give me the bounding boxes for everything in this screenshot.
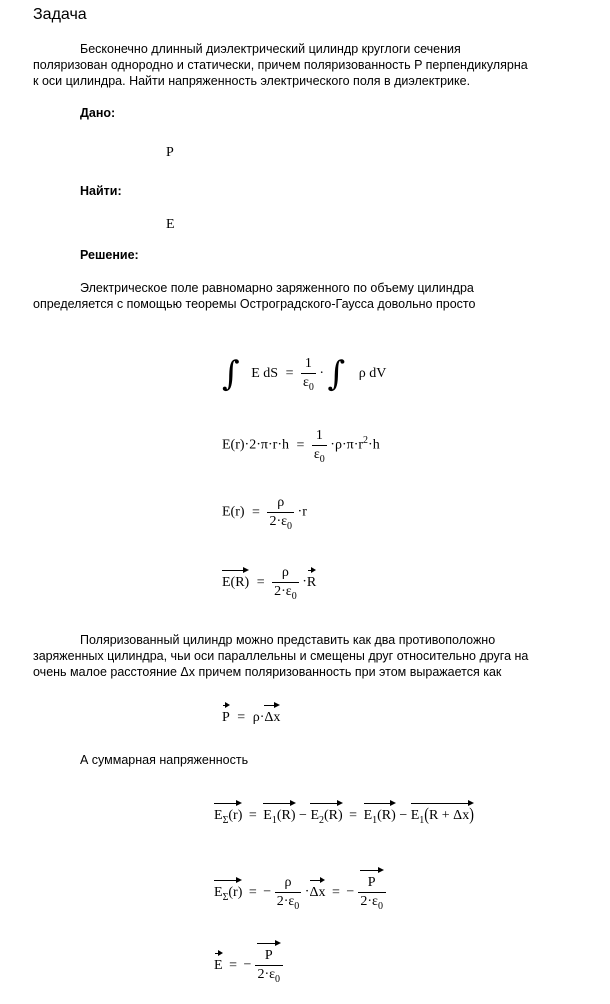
fraction-1-eps0: $\frac{1}{\varepsilon_0}$ <box>302 356 314 394</box>
text1-line-1: Электрическое поле равномарно заряженного по объему цилиндра <box>80 281 474 295</box>
formula-superposition: $E_\Sigma(r) = E_1(R) - E_2(R) = E_1(R) - E_1(R + \Delta x)$ <box>214 805 474 826</box>
find-label: Найти: <box>80 184 122 198</box>
vector-e2: $E_2(R)$ <box>310 808 343 826</box>
given-label: Дано: <box>80 106 116 120</box>
formula-flux: E(r)·2·π·r·h = $\frac{1}{\varepsilon_0}$ $\cdot\rho\cdot\pi\cdot r^2\cdot h$ <box>222 428 380 465</box>
vector-e1: $E_1(R)$ <box>263 808 296 826</box>
fraction-rho-2eps0: $\frac{\rho}{2\cdot\varepsilon_0}$ <box>269 495 293 532</box>
problem-line-3: к оси цилиндра. Найти напряженность электрического поля в диэлектрике. <box>33 74 471 88</box>
vector-e-sigma: $E_\Sigma(r)$ <box>214 884 243 903</box>
rho-dv: ρ dV <box>358 366 387 381</box>
fraction-1-eps0: $\frac{1}{\varepsilon_0}$ <box>313 428 325 465</box>
formula-final: E = − $\frac{P}{2\cdot\varepsilon_0}$ <box>214 948 283 983</box>
fraction-rho-2eps0: $\frac{\rho}{2\cdot\varepsilon_0}$ <box>274 565 297 602</box>
text2-line-3: очень малое расстояние Δx причем поляризованность при этом выражается как <box>33 665 502 679</box>
formula-vector-er: E(R) = $\frac{\rho}{2\cdot\varepsilon_0}$ ·R <box>222 565 317 602</box>
problem-line-2: поляризован однородно и статически, причем поляризованность P перпендикулярна <box>33 58 528 72</box>
vector-p: P <box>360 875 384 891</box>
vector-dx: Δx <box>264 710 281 725</box>
given-value: P <box>166 145 174 160</box>
formula-er: E(r) = $\frac{\rho}{2\cdot\varepsilon_0}$ ·r <box>222 495 307 532</box>
find-value: E <box>166 217 175 232</box>
vector-p: P <box>222 710 230 725</box>
vector-e1: $E_1(R)$ <box>363 808 396 826</box>
integral-sign: ∫ <box>222 354 240 394</box>
formula-gauss: ∫ E dS = $\frac{1}{\varepsilon_0}$ · ∫ ρ dV <box>222 354 387 394</box>
text2-line-1: Поляризованный цилиндр можно представить как два противоположно <box>80 633 496 647</box>
vector-dx: Δx <box>309 884 326 900</box>
text1-line-2: определяется с помощью теоремы Остроградского-Гаусса довольно просто <box>33 297 476 311</box>
vector-e-sigma: $E_\Sigma(r)$ <box>214 808 243 826</box>
vector-e1-shifted: $E_1(R + \Delta x)$ <box>410 805 474 826</box>
integral-sign: ∫ <box>327 354 346 394</box>
text3: А суммарная напряженность <box>80 753 249 767</box>
fraction-p-2eps0: $\frac{P}{2\cdot\varepsilon_0}$ <box>358 875 386 910</box>
page-title: Задача <box>33 6 87 23</box>
fraction-rho-2eps0: $\frac{\rho}{2\cdot\varepsilon_0}$ <box>276 875 300 912</box>
solution-label: Решение: <box>80 248 139 262</box>
fraction-p-2eps0: $\frac{P}{2\cdot\varepsilon_0}$ <box>255 948 283 983</box>
text2-line-2: заряженных цилиндра, чьи оси параллельны и смещены друг относительно друга на <box>33 649 529 663</box>
vector-p: P <box>257 948 281 964</box>
vector-r: R <box>306 574 317 590</box>
vector-e: E <box>214 957 223 973</box>
e-ds: E dS <box>251 366 279 381</box>
problem-line-1: Бесконечно длинный диэлектрический цилиндр круглоги сечения <box>80 42 461 56</box>
formula-e-sigma: $E_\Sigma(r)$ = − $\frac{\rho}{2\cdot\varepsilon_0}$ ·Δx = − $\frac{P}{2\cdot\varepsilon_0}$ <box>214 875 386 910</box>
vector-e-r: E(R) <box>222 574 250 590</box>
formula-polarization: P = ρ·Δx <box>222 710 281 725</box>
